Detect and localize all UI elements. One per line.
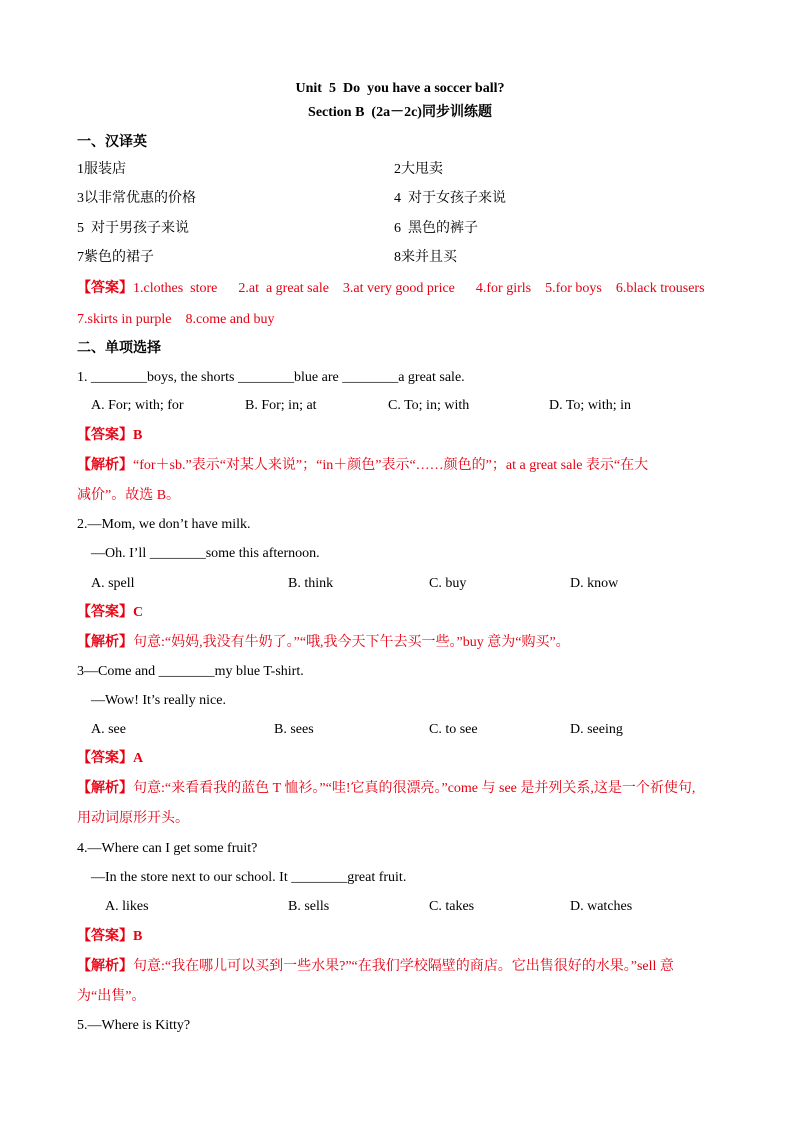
analysis-tag: 【解析】	[77, 781, 133, 796]
part1-heading: 一、汉译英	[77, 135, 147, 150]
q3-answer-value: A	[133, 751, 144, 766]
q1-option-a: A. For; with; for	[91, 398, 184, 413]
q1-analysis-line2: 减价”。故选 B。	[77, 488, 181, 503]
q2-option-c: C. buy	[429, 576, 467, 591]
q3-stem: 3—Come and ________my blue T-shirt.	[77, 664, 304, 679]
q4-option-d: D. watches	[570, 899, 633, 914]
part2-heading: 二、单项选择	[77, 341, 161, 356]
q5-stem: 5.—Where is Kitty?	[77, 1018, 191, 1033]
q2-option-d: D. know	[570, 576, 619, 591]
part1-item-5: 5 对于男孩子来说	[77, 221, 189, 236]
part1-item-8: 8来并且买	[394, 250, 457, 265]
answer-tag: 【答案】	[77, 751, 133, 766]
q3-option-d: D. seeing	[570, 722, 623, 737]
q2-stem: 2.—Mom, we don’t have milk.	[77, 517, 251, 532]
part1-item-1: 1服装店	[77, 162, 126, 177]
q4-option-c: C. takes	[429, 899, 475, 914]
q2-answer-value: C	[133, 605, 144, 620]
q1-stem: 1. ________boys, the shorts ________blue are ________a great sale.	[77, 370, 465, 385]
part1-item-6: 6 黑色的裤子	[394, 221, 478, 236]
q2-stem2: —Oh. I’ll ________some this afternoon.	[91, 546, 320, 561]
part1-item-7: 7紫色的裙子	[77, 250, 154, 265]
q4-option-a: A. likes	[105, 899, 149, 914]
part1-answer-line1: 1.clothes store 2.at a great sale 3.at very good price 4.for girls 5.for boys 6.black trousers	[133, 281, 705, 296]
answer-tag: 【答案】	[77, 605, 133, 620]
q4-answer-value: B	[133, 929, 143, 944]
q4-stem2: —In the store next to our school. It ________great fruit.	[91, 870, 407, 885]
part1-answer-line2: 7.skirts in purple 8.come and buy	[77, 312, 275, 327]
q4-answer	[77, 928, 142, 946]
answer-tag: 【答案】	[77, 281, 133, 296]
part1-item-2: 2大甩卖	[394, 162, 443, 177]
q1-option-c: C. To; in; with	[388, 398, 470, 413]
part1-item-3: 3以非常优惠的价格	[77, 191, 196, 206]
q3-analysis-line1: 句意:“来看看我的蓝色 T 恤衫。”“哇!它真的很漂亮。”come 与 see 是并列关系,这是一个祈使句,	[133, 781, 696, 796]
q3-stem2: —Wow! It’s really nice.	[91, 693, 226, 708]
q3-analysis	[77, 780, 695, 798]
q4-analysis-line2: 为“出售”。	[77, 989, 146, 1004]
q2-answer	[77, 604, 143, 622]
q2-option-b: B. think	[288, 576, 334, 591]
q3-option-a: A. see	[91, 722, 126, 737]
q2-analysis-line1: 句意:“妈妈,我没有牛奶了。”“哦,我今天下午去买一些。”buy 意为“购买”。	[133, 635, 570, 650]
q3-analysis-line2: 用动词原形开头。	[77, 811, 189, 826]
answer-tag: 【答案】	[77, 428, 133, 443]
q2-option-a: A. spell	[91, 576, 135, 591]
q1-option-b: B. For; in; at	[245, 398, 317, 413]
answer-tag: 【答案】	[77, 929, 133, 944]
q3-option-b: B. sees	[274, 722, 314, 737]
part1-item-4: 4 对于女孩子来说	[394, 191, 506, 206]
q1-analysis-line1: “for＋sb.”表示“对某人来说”；“in＋颜色”表示“……颜色的”；at a great sale 表示“在大	[133, 458, 649, 473]
part1-answer	[77, 280, 705, 298]
q3-option-c: C. to see	[429, 722, 478, 737]
q4-analysis	[77, 958, 674, 976]
q4-stem: 4.—Where can I get some fruit?	[77, 841, 258, 856]
q1-analysis	[77, 457, 648, 475]
analysis-tag: 【解析】	[77, 959, 133, 974]
document-title: Unit 5 Do you have a soccer ball?	[295, 81, 505, 96]
q1-answer	[77, 427, 142, 445]
q2-analysis	[77, 634, 570, 652]
q1-option-d: D. To; with; in	[549, 398, 631, 413]
analysis-tag: 【解析】	[77, 635, 133, 650]
q4-analysis-line1: 句意:“我在哪儿可以买到一些水果?”“在我们学校隔壁的商店。它出售很好的水果。”sell 意	[133, 959, 674, 974]
document-subtitle: Section B (2a－2c)同步训练题	[308, 105, 492, 120]
q4-option-b: B. sells	[288, 899, 330, 914]
q1-answer-value: B	[133, 428, 143, 443]
analysis-tag: 【解析】	[77, 458, 133, 473]
q3-answer	[77, 750, 143, 768]
